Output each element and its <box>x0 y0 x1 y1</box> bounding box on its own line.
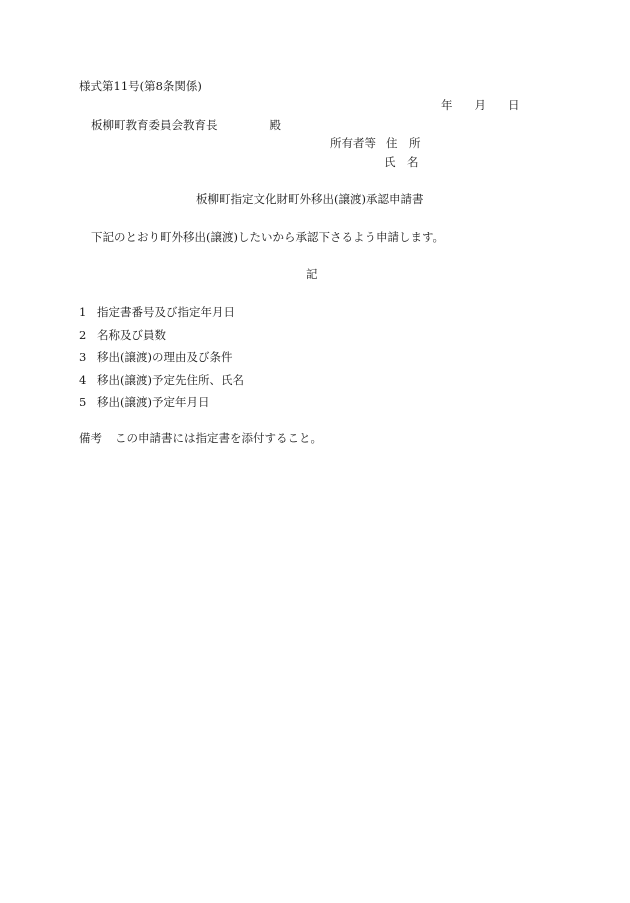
date-month-label: 月 <box>474 98 486 112</box>
owner-address-line <box>330 137 421 151</box>
list-item <box>79 351 232 365</box>
owner-name-line <box>384 156 419 170</box>
owner-address-label: 住 所 <box>386 136 421 150</box>
list-item <box>79 396 209 410</box>
item-number: 2 <box>79 328 87 342</box>
document-title: 板柳町指定文化財町外移出(譲渡)承認申請書 <box>196 192 424 206</box>
owner-name-label: 氏 名 <box>384 155 419 169</box>
item-number: 3 <box>79 350 87 364</box>
item-text: 移出(譲渡)予定年月日 <box>97 395 210 409</box>
date-day-label: 日 <box>508 98 520 112</box>
addressee-honorific: 殿 <box>269 118 281 132</box>
addressee-name: 板柳町教育委員会教育長 <box>91 118 218 132</box>
ki-heading: 記 <box>306 267 318 281</box>
list-item <box>79 329 166 343</box>
intro-text: 下記のとおり町外移出(譲渡)したいから承認下さるよう申請します。 <box>91 230 445 244</box>
item-number: 4 <box>79 373 87 387</box>
list-item <box>79 374 244 388</box>
owner-label: 所有者等 <box>330 136 376 150</box>
item-number: 1 <box>79 305 87 319</box>
remarks-label: 備考 <box>79 431 102 445</box>
item-number: 5 <box>79 395 87 409</box>
addressee-line <box>91 119 281 133</box>
remarks-line <box>79 432 322 446</box>
form-number: 様式第11号(第8条関係) <box>79 79 202 93</box>
remarks-text: この申請書には指定書を添付すること。 <box>115 431 322 445</box>
list-item <box>79 306 235 320</box>
date-line <box>441 99 520 113</box>
item-text: 移出(譲渡)予定先住所、氏名 <box>97 373 244 387</box>
item-text: 名称及び員数 <box>97 328 166 342</box>
date-year-label: 年 <box>441 98 453 112</box>
item-text: 移出(譲渡)の理由及び条件 <box>97 350 233 364</box>
item-text: 指定書番号及び指定年月日 <box>97 305 235 319</box>
